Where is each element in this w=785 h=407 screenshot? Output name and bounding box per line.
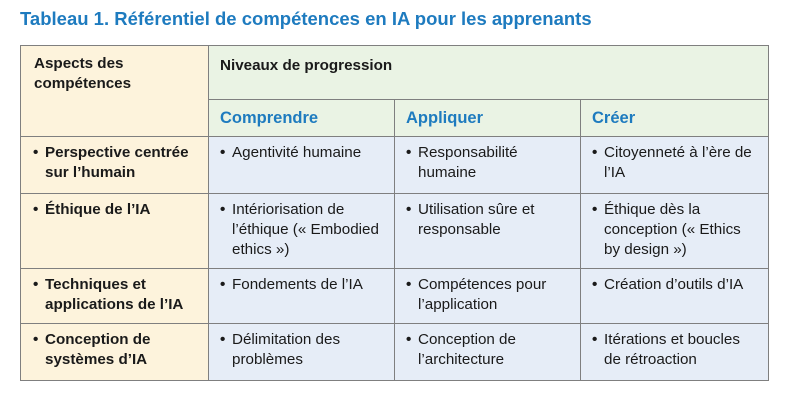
- table-cell: [395, 137, 581, 194]
- cell-text: Compétences pour l’application: [418, 276, 547, 313]
- header-aspects: Aspects des compétences: [21, 46, 209, 137]
- bullet-icon: •: [592, 331, 598, 348]
- cell-text: Délimitation des problèmes: [232, 331, 341, 368]
- cell-text: Utilisation sûre et responsable: [418, 201, 535, 238]
- cell-text: Fondements de l’IA: [232, 276, 363, 293]
- bullet-icon: •: [33, 201, 39, 218]
- table-cell: [581, 194, 769, 269]
- table-cell: [209, 137, 395, 194]
- aspect-label: Conception de systèmes d’IA: [45, 331, 151, 368]
- cell-text: Éthique dès la conception (« Ethics by design »): [604, 201, 741, 258]
- table-row: [21, 194, 769, 269]
- cell-text: Intériorisation de l’éthique (« Embodied ethics »): [232, 201, 379, 258]
- aspect-label: Éthique de l’IA: [45, 201, 151, 218]
- bullet-icon: •: [592, 276, 598, 293]
- table-caption: Tableau 1. Référentiel de compétences en IA pour les apprenants: [20, 8, 592, 29]
- table-cell: [581, 137, 769, 194]
- cell-text: Conception de l’architecture: [418, 331, 516, 368]
- bullet-icon: •: [406, 276, 412, 293]
- table-cell: [395, 194, 581, 269]
- table-cell: [209, 269, 395, 324]
- table-row: [21, 324, 769, 381]
- header-row: [21, 46, 769, 100]
- row-aspect: [21, 269, 209, 324]
- row-aspect: [21, 194, 209, 269]
- cell-text: Responsabilité humaine: [418, 144, 518, 181]
- bullet-icon: •: [592, 144, 598, 161]
- cell-text: Agentivité humaine: [232, 144, 362, 161]
- bullet-icon: •: [33, 276, 39, 293]
- bullet-icon: •: [220, 201, 226, 218]
- aspect-label: Perspective centrée sur l’humain: [45, 144, 189, 181]
- bullet-icon: •: [406, 201, 412, 218]
- bullet-icon: •: [220, 331, 226, 348]
- competency-table: [20, 45, 769, 381]
- aspect-label: Techniques et applications de l’IA: [45, 276, 184, 313]
- cell-text: Citoyenneté à l’ère de l’IA: [604, 144, 752, 181]
- table-row: [21, 137, 769, 194]
- table-cell: [581, 269, 769, 324]
- bullet-icon: •: [33, 144, 39, 161]
- bullet-icon: •: [406, 144, 412, 161]
- table-cell: [581, 324, 769, 381]
- cell-text: Création d’outils d’IA: [604, 276, 744, 293]
- bullet-icon: •: [592, 201, 598, 218]
- table-cell: [209, 194, 395, 269]
- bullet-icon: •: [220, 144, 226, 161]
- table-cell: [395, 324, 581, 381]
- cell-text: Itérations et boucles de rétroaction: [604, 331, 740, 368]
- table-row: [21, 269, 769, 324]
- table-cell: [209, 324, 395, 381]
- bullet-icon: •: [220, 276, 226, 293]
- level-creer: Créer: [581, 100, 769, 137]
- bullet-icon: •: [33, 331, 39, 348]
- table-cell: [395, 269, 581, 324]
- level-appliquer: Appliquer: [395, 100, 581, 137]
- row-aspect: [21, 137, 209, 194]
- bullet-icon: •: [406, 331, 412, 348]
- row-aspect: [21, 324, 209, 381]
- header-levels: Niveaux de progression: [209, 46, 769, 100]
- level-comprendre: Comprendre: [209, 100, 395, 137]
